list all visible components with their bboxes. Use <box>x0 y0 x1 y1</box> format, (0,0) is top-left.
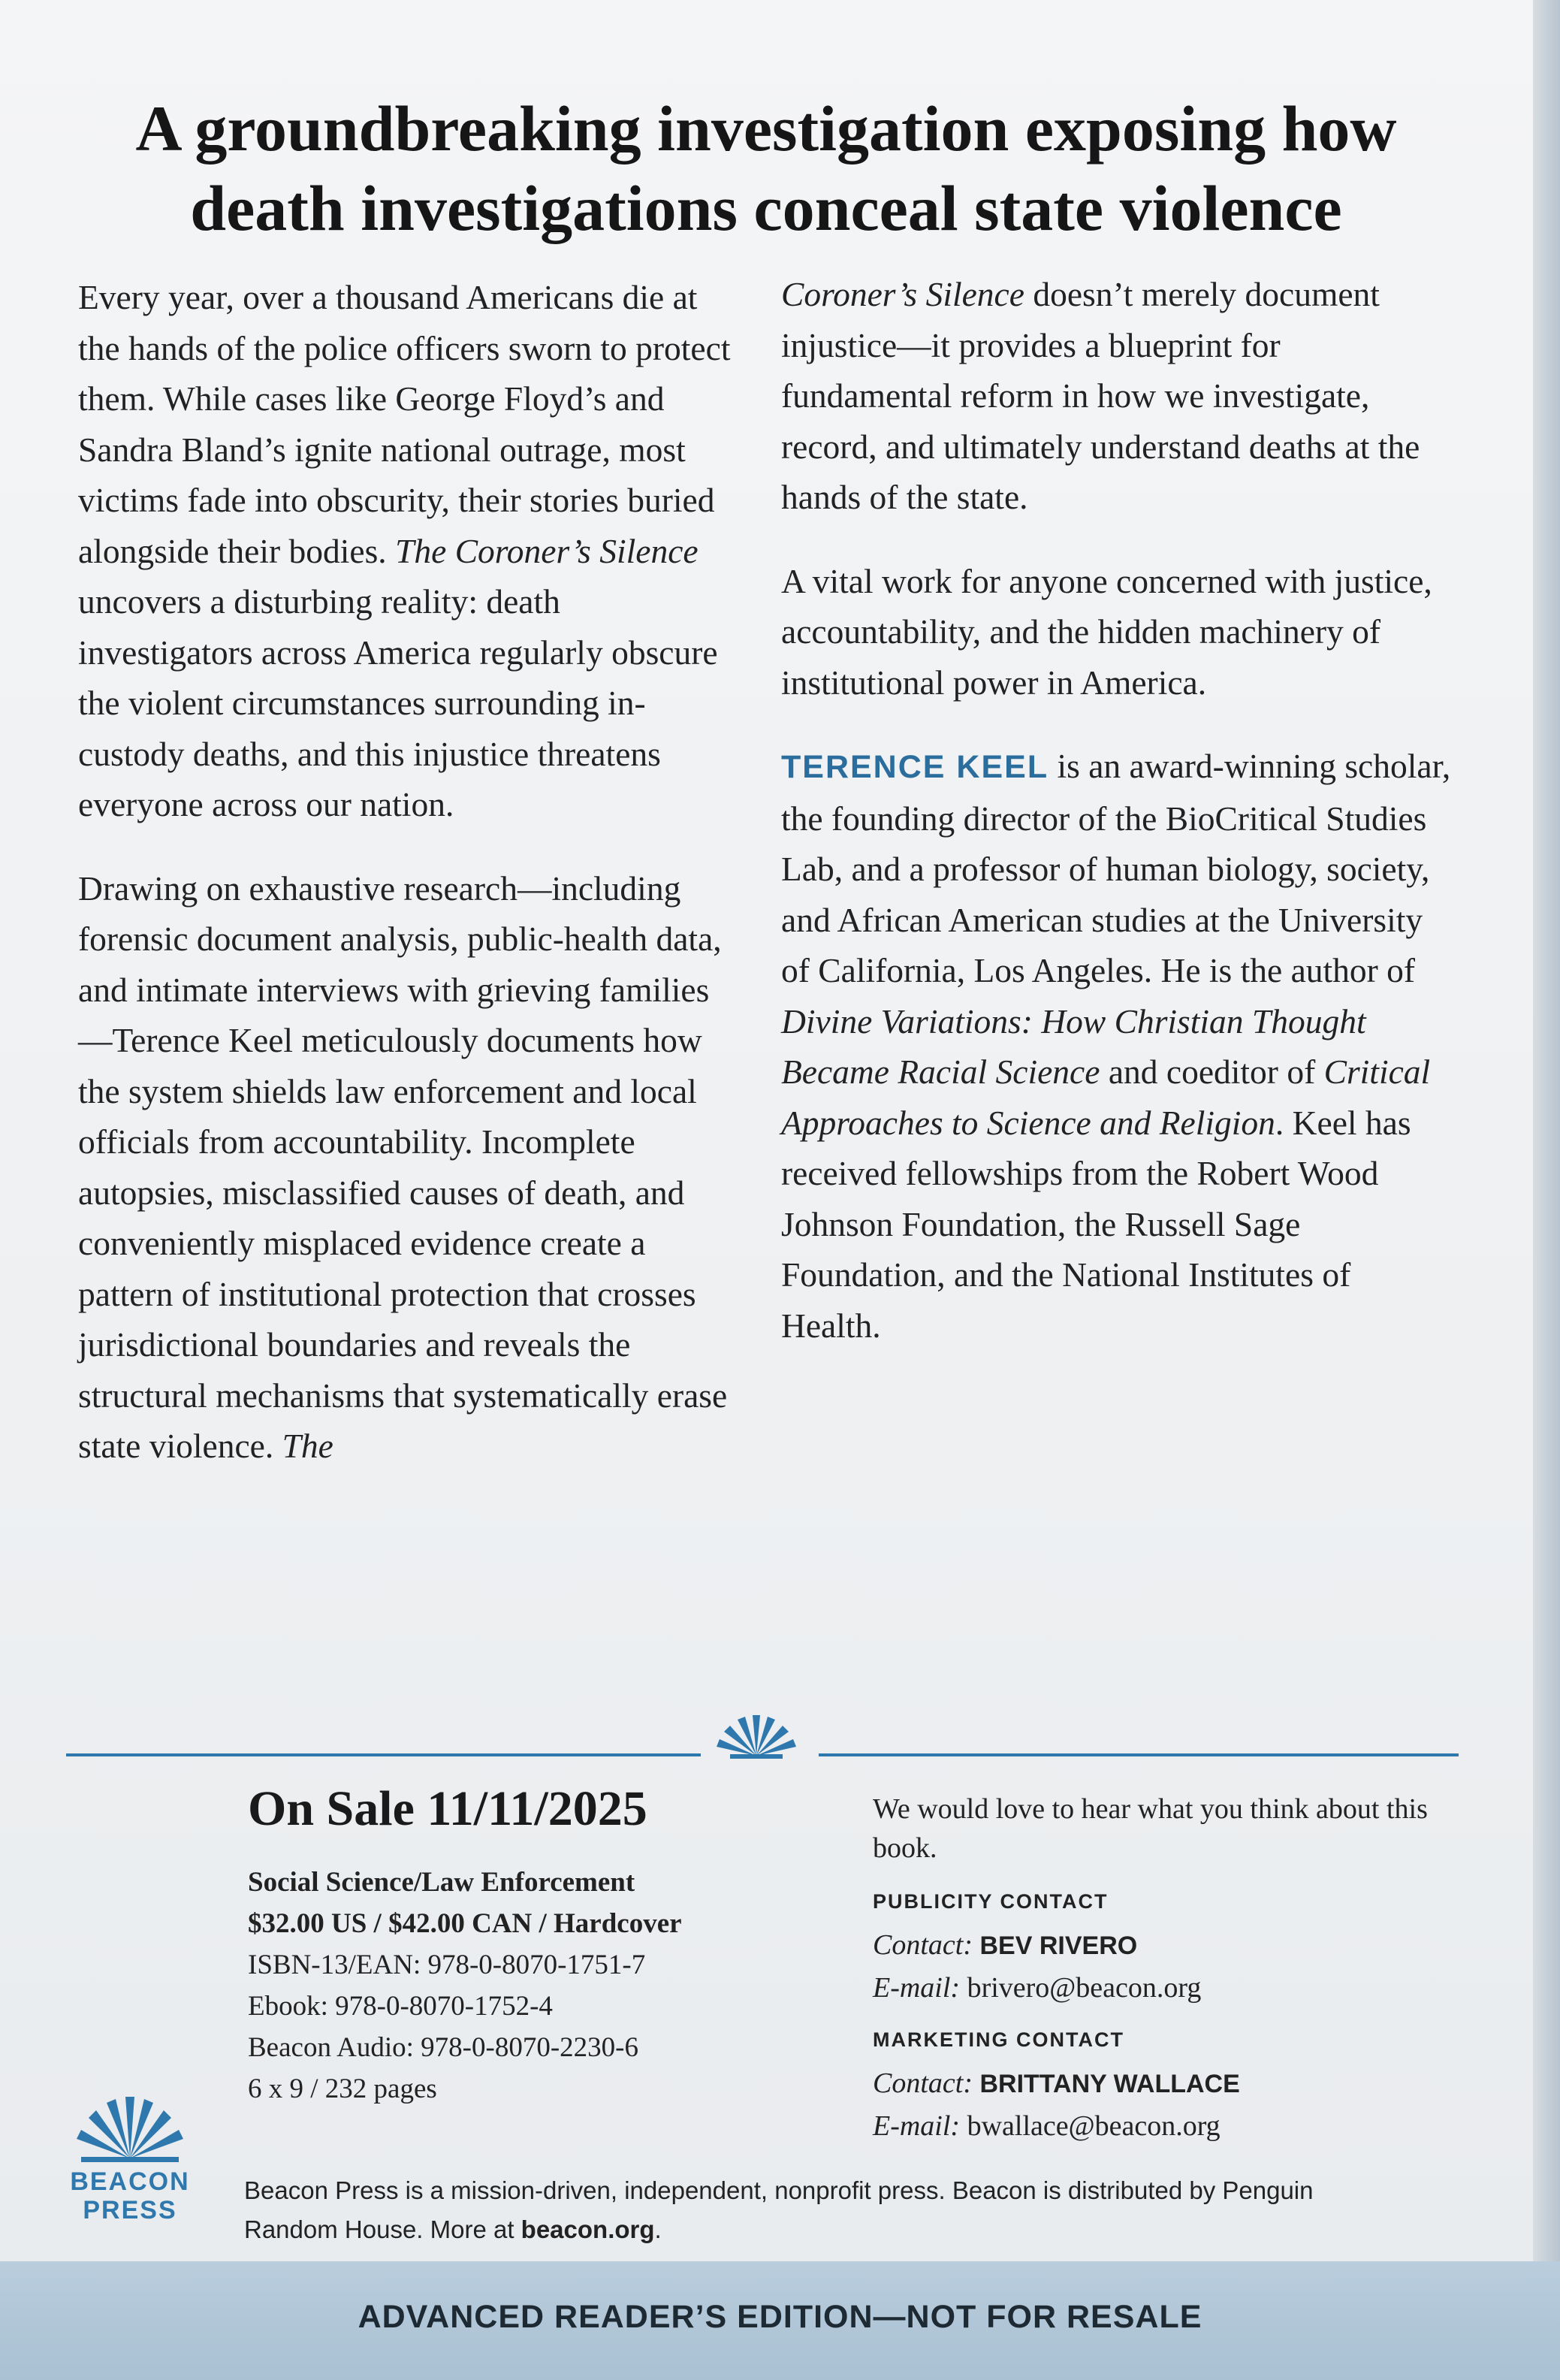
isbn: ISBN-13/EAN: 978-0-8070-1751-7 <box>248 1950 646 1980</box>
divider-right <box>819 1753 1459 1756</box>
marketing-contact-line <box>873 2062 1459 2105</box>
marketing-name: BRITTANY WALLACE <box>979 2070 1240 2098</box>
publicity-heading: PUBLICITY CONTACT <box>873 1890 1109 1913</box>
text-span: is an award-winning scholar, the founding director of the BioCritical Studies Lab, and a professor of human biology, society, and African American studies at the University of California, Los Angeles. He is the author of <box>781 747 1451 989</box>
text-span: Every year, over a thousand Americans die at the hands of the police officers sworn to protect them. While cases like George Floyd’s and Sandra Bland’s ignite national outrage, most victims fade into obscurity, their stories buried alongside their bodies. <box>78 278 731 570</box>
text-span: doesn’t merely document injustice—it provides a blueprint for fundamental reform in how we investigate, record, and ultimately understand deaths at the hands of the state. <box>781 275 1420 516</box>
beacon-fan-icon <box>715 1709 798 1762</box>
text-span: Drawing on exhaustive research—including forensic document analysis, public-health data, and intimate interviews with grieving families—Terence Keel meticulously documents how the system shields law enforcement and local officials from accountability. Incomplete autopsies, misclassified causes of death, and conveniently misplaced evidence create a pattern of institutional protection that crosses jurisdictional boundaries and reveals the structural mechanisms that systematically erase state violence. <box>78 868 728 1465</box>
book-title: The Coroner’s Silence <box>395 531 699 570</box>
beacon-press-logo <box>59 2092 201 2224</box>
logo-line-2: PRESS <box>83 2196 177 2224</box>
book-title-end: Coroner’s Silence <box>781 275 1024 313</box>
beacon-link[interactable]: beacon.org <box>521 2215 655 2243</box>
marketing-email-line <box>873 2105 1459 2147</box>
press-note <box>244 2171 1386 2249</box>
text-span: Beacon Press is a mission-driven, independent, nonprofit press. Beacon is distributed by Penguin Random House. More at <box>244 2176 1314 2243</box>
author-name: TERENCE KEEL <box>781 749 1049 785</box>
publicity-contact-line <box>873 1924 1459 1967</box>
text-span: and coeditor of <box>1100 1053 1324 1091</box>
beacon-fan-icon <box>74 2092 186 2164</box>
description-paragraph-4: A vital work for anyone concerned with justice, accountability, and the hidden machinery of institutional power in America. <box>781 561 1432 702</box>
text-span: . Keel has received fellowships from the Robert Wood Johnson Foundation, the Russell Sage Foundation, and the National Institutes of Health. <box>781 1103 1411 1345</box>
price: $32.00 US / $42.00 CAN / Hardcover <box>248 1908 682 1939</box>
ebook-isbn: Ebook: 978-0-8070-1752-4 <box>248 1991 553 2022</box>
contact-label: Contact: <box>873 2067 973 2099</box>
text-span: . <box>654 2215 662 2243</box>
publicity-name: BEV RIVERO <box>979 1931 1138 1960</box>
contact-label: Contact: <box>873 1929 973 1961</box>
email-label: E-mail: <box>873 1972 961 2004</box>
description-paragraph-3 <box>781 269 1457 523</box>
text-span: uncovers a disturbing reality: death investigators across America regularly obscure the violent circumstances surrounding in-custody deaths, and this injustice threatens everyone across our nation. <box>78 582 718 823</box>
author-book-1: Divine Variations: How Christian Thought Became Racial Science <box>781 1001 1366 1091</box>
book-title-start: The <box>282 1427 333 1465</box>
publicity-contact <box>873 1890 1459 2009</box>
marketing-heading: MARKETING CONTACT <box>873 2028 1124 2051</box>
book-details <box>248 1862 682 2110</box>
author-book-2: Critical Approaches to Science and Religion <box>781 1053 1431 1142</box>
logo-line-1: BEACON <box>70 2167 190 2196</box>
contact-block <box>873 1790 1459 2167</box>
divider-left <box>66 1753 701 1756</box>
on-sale-date: On Sale 11/11/2025 <box>248 1781 647 1836</box>
publicity-email-link[interactable]: brivero@beacon.org <box>967 1972 1202 2004</box>
audio-isbn: Beacon Audio: 978-0-8070-2230-6 <box>248 2032 638 2063</box>
email-label: E-mail: <box>873 2110 961 2142</box>
headline: A groundbreaking investigation exposing how death investigations conceal state violence <box>135 92 1397 244</box>
description-right-column <box>781 269 1457 1384</box>
author-bio <box>781 741 1457 1351</box>
contact-intro: We would love to hear what you think about this book. <box>873 1793 1428 1864</box>
category: Social Science/Law Enforcement <box>248 1867 635 1898</box>
publicity-email-line <box>873 1967 1459 2009</box>
page-edge <box>1533 0 1560 2380</box>
marketing-email-link[interactable]: bwallace@beacon.org <box>967 2110 1221 2142</box>
description-paragraph-2 <box>78 863 739 1472</box>
marketing-contact <box>873 2028 1459 2147</box>
footer-banner <box>0 2261 1560 2380</box>
banner-text: ADVANCED READER’S EDITION—NOT FOR RESALE <box>358 2299 1202 2335</box>
description-paragraph-1 <box>78 272 739 830</box>
description-left-column <box>78 272 739 1505</box>
format: 6 x 9 / 232 pages <box>248 2073 437 2104</box>
